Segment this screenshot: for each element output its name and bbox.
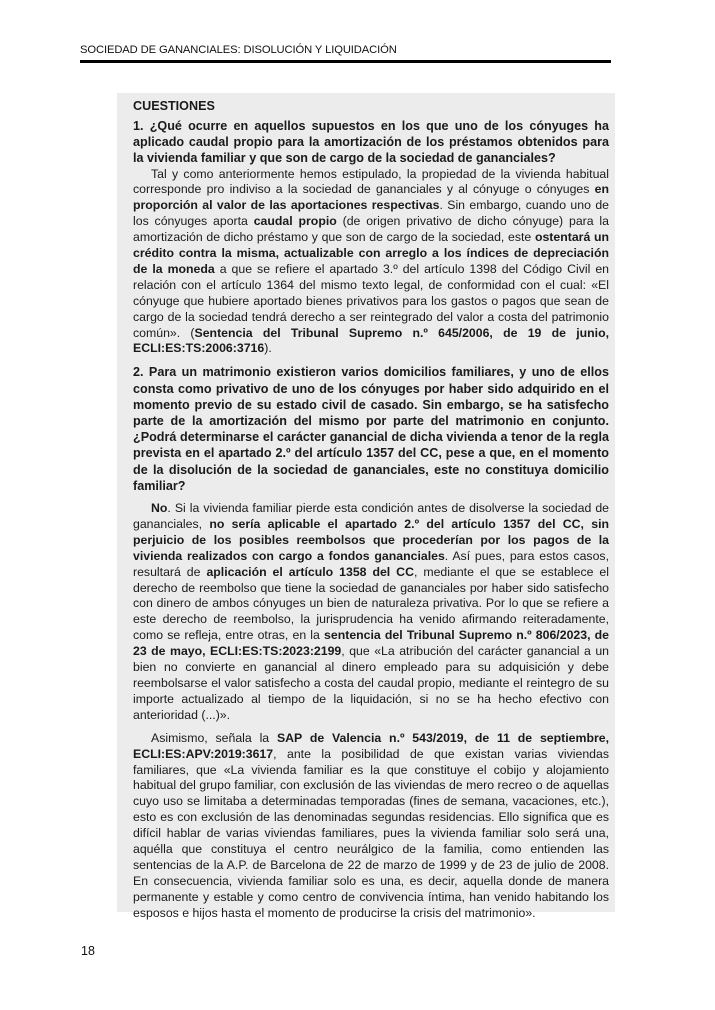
- text-run: , ante la posibilidad de que existan varias viviendas familiares, que «La vivienda familiar es la que constituye el cobijo y alojamiento habitual del grupo familiar, con exclusión de las viviendas de mero recreo o de aquellas cuyo uso se limitaba a determinadas temporadas (fines de semana, vacaciones, etc.), esto es con exclusión de las denominadas segundas residencias. Ello significa que es difícil hablar de varias viviendas familiares, pues la vivienda familiar solo será una, aquélla que constituya el centro neurálgico de la familia, como entienden las sentencias de la A.P. de Barcelona de 22 de marzo de 1999 y de 23 de julio de 2008. En consecuencia, vivienda familiar solo es una, es decir, aquella donde de manera permanente y estable y como centro de convivencia íntima, han venido habitando los esposos e hijos hasta el momento de producirse la crisis del matrimonio».: [133, 746, 609, 920]
- bold-run: No: [151, 501, 168, 516]
- questions-box: [117, 93, 615, 920]
- questions-box-content: [133, 99, 609, 922]
- bold-run: en proporción al valor de las aportaciones respectivas: [133, 182, 609, 213]
- text-run: . Así pues, para estos casos, resultará de: [133, 548, 609, 579]
- box-title: CUESTIONES: [133, 99, 215, 113]
- bold-run: no sería aplicable el apartado 2.º del artículo 1357 del CC, sin perjuicio de los posibles reembolsos que procederían por los pagos de la vivienda realizados con cargo a fondos gananciales: [133, 516, 610, 563]
- answer-1-paragraph: [133, 167, 609, 358]
- text-run: (de origen privativo de dicho cónyuge) para la amortización de dicho préstamo y que son de cargo de la sociedad, este: [133, 214, 609, 245]
- text-run: . Sin embargo, cuando uno de los cónyuges aporta: [133, 198, 609, 229]
- citation: SAP de Valencia n.º 543/2019, de 11 de septiembre, ECLI:ES:APV:2019:3617: [133, 730, 609, 761]
- question-2: 2. Para un matrimonio existieron varios domicilios familiares, y uno de ellos consta como privativo de uno de los cónyuges por haber sido adquirido en el momento previo de su estado civil de casado. Sin embargo, se ha satisfecho parte de la amortización del mismo por parte del matrimonio en conjunto. ¿Podrá determinarse el carácter ganancial de dicha vivienda a tenor de la regla prevista en el apartado 2.º del artículo 1357 del CC, pese a que, en el momento de la disolución de la sociedad de gananciales, este no constituya domicilio familiar?: [133, 365, 609, 493]
- bold-run: ostentará un crédito contra la misma, actualizable con arreglo a los índices de depreciación de la moneda: [133, 230, 609, 276]
- citation: sentencia del Tribunal Supremo n.º 806/2023, de 23 de mayo, ECLI:ES:TS:2023:2199: [133, 628, 609, 659]
- text-run: Tal y como anteriormente hemos estipulado, la propiedad de la vivienda habitual corresponde pro indiviso a la sociedad de gananciales y al cónyuge o cónyuges: [133, 166, 609, 197]
- text-run: , mediante el que se establece el derecho de reembolso que tiene la sociedad de gananciales por haber sido satisfecho con dinero de ambos cónyuges un bien de naturaleza privativa. Por lo que se refiere a este derecho de reembolso, la jurisprudencia ha venido afirmando reiteradamente, como se refleja, entre otras, en la: [133, 564, 610, 643]
- text-run: , que «La atribución del carácter ganancial a un bien no convierte en ganancial al dinero empleado para su adquisición y debe reembolsarse el valor satisfecho a costa del caudal propio, mediante el reintegro de su importe actualizado al tiempo de la liquidación, si no se ha hecho efectivo con anterioridad (...)».: [133, 644, 609, 722]
- citation: Sentencia del Tribunal Supremo n.º 645/2006, de 19 de junio, ECLI:ES:TS:2006:3716: [133, 325, 609, 356]
- answer-2b-paragraph: [133, 731, 609, 922]
- text-run: . Si la vivienda familiar pierde esta condición antes de disolverse la sociedad de gananciales,: [133, 501, 609, 531]
- question-1: 1. ¿Qué ocurre en aquellos supuestos en los que uno de los cónyuges ha aplicado caudal propio para la amortización de los préstamos obtenidos para la vivienda familiar y que son de cargo de la sociedad de gananciales?: [133, 118, 609, 166]
- page-number: 18: [81, 944, 95, 958]
- answer-2-paragraph: [133, 501, 609, 724]
- text-run: Asimismo, señala la: [151, 730, 277, 745]
- text-run: ).: [264, 341, 272, 356]
- bold-run: aplicación el artículo 1358 del CC: [206, 564, 414, 579]
- bold-run: caudal propio: [253, 214, 337, 229]
- running-head: SOCIEDAD DE GANANCIALES: DISOLUCIÓN Y LIQUIDACIÓN: [80, 44, 397, 56]
- header-rule: [80, 60, 611, 63]
- text-run: a que se refiere el apartado 3.º del artículo 1398 del Código Civil en relación con el artículo 1364 del mismo texto legal, de conformidad con el cual: «El cónyuge que hubiere aportado bienes privativos para los gastos o pagos que sean de cargo de la sociedad tendrá derecho a ser reintegrado del valor a costa del patrimonio común». (: [133, 261, 609, 340]
